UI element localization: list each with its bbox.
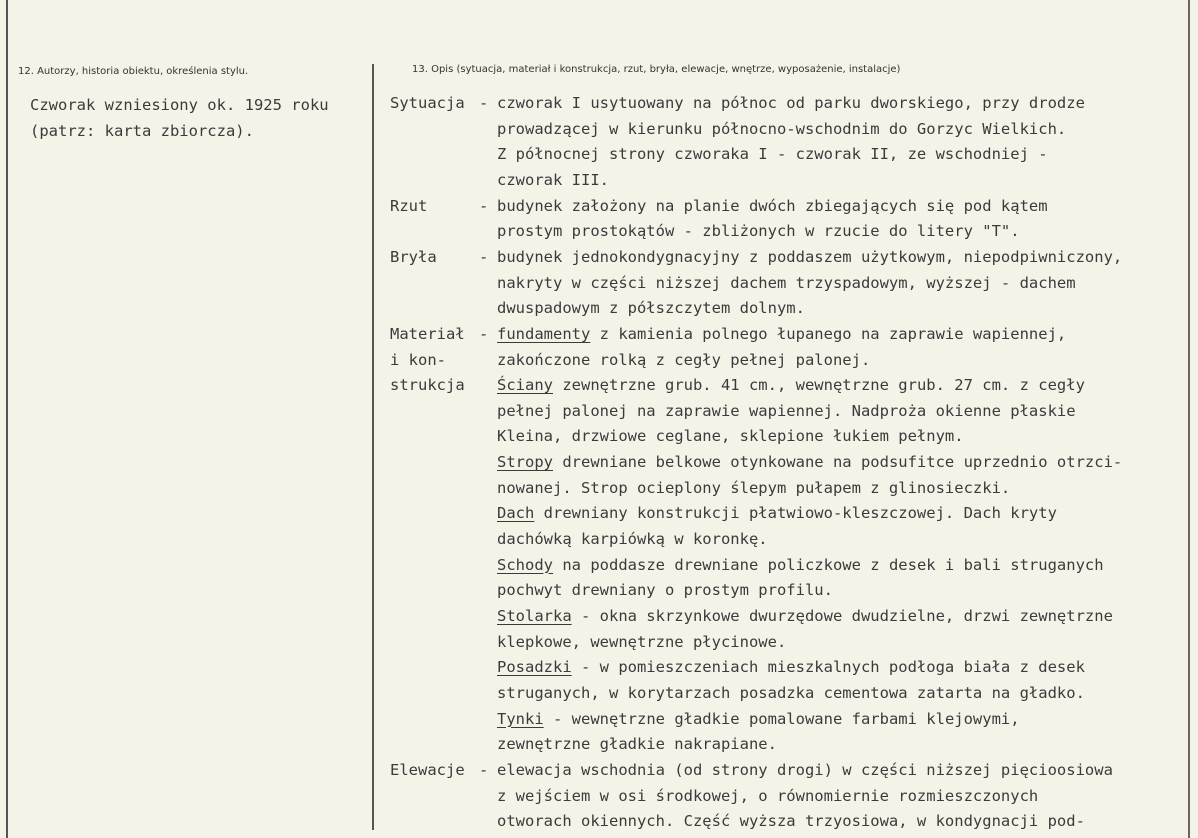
row-label: Elewacje xyxy=(390,760,465,779)
row-label: Rzut xyxy=(390,196,428,215)
row-text: Kleina, drzwiowe ceglane, sklepione łukiem pełnym. xyxy=(497,427,964,446)
row-text-container xyxy=(497,658,1085,676)
row-text: - okna skrzynkowe dwurzędowe dwudzielne, drzwi zewnętrzne xyxy=(571,607,1113,625)
row-text: budynek jednokondygnacyjny z poddaszem użytkowym, niepodpiwniczony, xyxy=(497,247,1123,266)
description-row xyxy=(0,402,1190,428)
row-label: Materiał xyxy=(390,324,465,343)
row-text: na poddasze drewniane policzkowe z desek i bali struganych xyxy=(553,555,1104,574)
description-row xyxy=(0,812,1190,838)
row-text: otworach okiennych. Część wyższa trzyosiowa, w kondygnacji pod- xyxy=(497,812,1085,831)
row-text-container xyxy=(497,171,609,189)
section-12-header: 12. Autorzy, historia obiektu, określenia stylu. xyxy=(18,66,249,77)
row-text: elewacja wschodnia (od strony drogi) w części niższej pięcioosiowa xyxy=(497,760,1113,779)
row-text-container xyxy=(497,735,777,753)
row-text-container xyxy=(497,222,1020,240)
row-dash: - xyxy=(479,196,489,215)
description-row xyxy=(0,556,1190,582)
row-text-container xyxy=(497,761,1113,779)
description-row xyxy=(0,710,1190,736)
row-text: budynek założony na planie dwóch zbiegających się pod kątem xyxy=(497,196,1048,215)
description-row xyxy=(0,94,1190,120)
row-lead-term: Tynki xyxy=(497,709,544,728)
description-row xyxy=(0,120,1190,146)
row-lead-term: Ściany xyxy=(497,376,553,395)
description-row xyxy=(0,761,1190,787)
row-text: struganych, w korytarzach posadzka cementowa zatarta na gładko. xyxy=(497,683,1085,702)
description-row xyxy=(0,145,1190,171)
row-text-container xyxy=(497,530,768,548)
description-row xyxy=(0,658,1190,684)
row-text: pełnej palonej na zaprawie wapiennej. Nadproża okienne płaskie xyxy=(497,401,1076,420)
row-text: - w pomieszczeniach mieszkalnych podłoga biała z desek xyxy=(571,658,1085,677)
row-text-container xyxy=(497,325,1066,343)
description-row xyxy=(0,479,1190,505)
row-dash: - xyxy=(479,94,489,112)
description-row xyxy=(0,735,1190,761)
description-row xyxy=(0,427,1190,453)
row-text: dachówką karpiówką w koronkę. xyxy=(497,530,768,549)
description-row xyxy=(0,633,1190,659)
row-lead-term: Schody xyxy=(497,555,553,574)
row-text-container xyxy=(497,812,1085,830)
row-text: klepkowe, wewnętrzne płycinowe. xyxy=(497,632,787,651)
row-text-container xyxy=(497,94,1085,112)
description-row xyxy=(0,787,1190,813)
row-text: prostym prostokątów - zbliżonych w rzucie do litery "T". xyxy=(497,222,1020,241)
section-13-header: 13. Opis (sytuacja, materiał i konstrukcja, rzut, bryła, elewacje, wnętrze, wyposażenie, instalacje) xyxy=(412,64,901,75)
description-row xyxy=(0,684,1190,710)
description-row xyxy=(0,248,1190,274)
row-text: dwuspadowym z półszczytem dolnym. xyxy=(497,299,805,318)
description-row xyxy=(0,325,1190,351)
row-text-container xyxy=(497,274,1076,292)
row-text-container xyxy=(497,351,870,369)
description-row xyxy=(0,351,1190,377)
description-row xyxy=(0,530,1190,556)
row-text: z kamienia polnego łupanego na zaprawie wapiennej, xyxy=(590,324,1067,343)
row-text: pochwyt drewniany o prostym profilu. xyxy=(497,581,833,600)
row-text-container xyxy=(497,120,1066,138)
row-text-container xyxy=(497,479,1010,497)
row-text-container xyxy=(497,556,1104,574)
row-text: prowadzącej w kierunku północno-wschodnim do Gorzyc Wielkich. xyxy=(497,119,1067,138)
row-text: nakryty w części niższej dachem trzyspadowym, wyższej - dachem xyxy=(497,273,1076,292)
row-text: z wejściem w osi środkowej, o równomiernie rozmieszczonych xyxy=(497,786,1039,805)
row-text-container xyxy=(497,299,805,317)
row-lead-term: Stolarka xyxy=(497,607,572,625)
description-row xyxy=(0,197,1190,223)
row-text-container xyxy=(497,145,1048,163)
row-text-container xyxy=(497,787,1038,805)
row-lead-term: Stropy xyxy=(497,453,553,472)
row-lead-term: fundamenty xyxy=(497,324,591,343)
row-text: nowanej. Strop ocieplony ślepym pułapem z glinosieczki. xyxy=(497,478,1011,497)
row-label: Bryła xyxy=(390,247,437,266)
row-text-container xyxy=(497,504,1057,522)
row-text-container xyxy=(497,633,786,651)
row-lead-term: Posadzki xyxy=(497,658,572,677)
row-text-container xyxy=(497,376,1085,394)
description-row xyxy=(0,581,1190,607)
row-text: zakończone rolką z cegły pełnej palonej. xyxy=(497,350,871,369)
row-text: czworak III. xyxy=(497,170,609,189)
row-text-container xyxy=(497,248,1122,266)
row-text-container xyxy=(497,710,1020,728)
row-text-container xyxy=(497,402,1076,420)
row-text-container xyxy=(497,607,1113,625)
history-line: (patrz: karta zbiorcza). xyxy=(30,121,254,140)
row-label: i kon- xyxy=(390,350,446,369)
row-dash: - xyxy=(479,247,489,266)
row-dash: - xyxy=(479,760,489,779)
row-lead-term: Dach xyxy=(497,504,535,523)
description-row xyxy=(0,607,1190,633)
row-dash: - xyxy=(479,324,489,343)
row-label: strukcja xyxy=(390,376,465,395)
description-row xyxy=(0,504,1190,530)
row-text: Z północnej strony czworaka I - czworak II, ze wschodniej - xyxy=(497,145,1048,164)
description-row xyxy=(0,376,1190,402)
description-row xyxy=(0,299,1190,325)
row-text: - wewnętrzne gładkie pomalowane farbami klejowymi, xyxy=(543,709,1020,728)
row-text: zewnętrzne grub. 41 cm., wewnętrzne grub. 27 cm. z cegły xyxy=(553,376,1085,395)
row-text: zewnętrzne gładkie nakrapiane. xyxy=(497,735,777,754)
row-text: czworak I usytuowany na północ od parku dworskiego, przy drodze xyxy=(497,94,1085,112)
description-row xyxy=(0,274,1190,300)
row-text-container xyxy=(497,581,833,599)
row-text: drewniany konstrukcji płatwiowo-kleszczowej. Dach kryty xyxy=(534,504,1057,523)
description-row xyxy=(0,171,1190,197)
row-text-container xyxy=(497,684,1085,702)
description-row xyxy=(0,222,1190,248)
description-row xyxy=(0,453,1190,479)
row-text-container xyxy=(497,427,964,445)
row-text-container xyxy=(497,197,1048,215)
row-label: Sytuacja xyxy=(390,94,465,112)
history-line: Czworak wzniesiony ok. 1925 roku xyxy=(30,96,329,114)
row-text-container xyxy=(497,453,1122,471)
row-text: drewniane belkowe otynkowane na podsufitce uprzednio otrzci- xyxy=(553,453,1123,472)
